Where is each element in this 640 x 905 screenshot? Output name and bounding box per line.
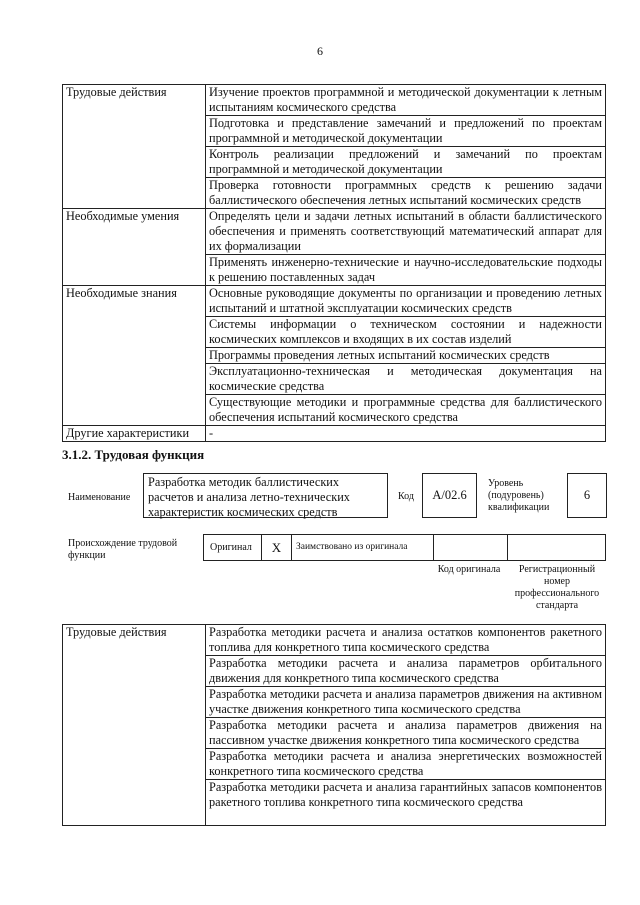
page-number: 6 (317, 44, 323, 58)
table-row (63, 209, 606, 255)
borrowed-cell (292, 535, 434, 560)
origin-label: Происхождение трудовой функции (68, 538, 178, 561)
code-caption: Код оригинала (437, 564, 501, 575)
row-label: Необходимые знания (63, 286, 206, 426)
row-label: Трудовые действия (63, 85, 206, 209)
table-cell: Разработка методики расчета и анализа параметров движения на пассивном участке движения конкретного типа космического средства (206, 718, 606, 749)
origin-code-cell (434, 535, 508, 560)
table-cell: - (206, 426, 606, 442)
function-name: Разработка методик баллистических расчетов и анализа летно-технических характеристик космических средств (148, 475, 350, 519)
table-cell: Разработка методики расчета и анализа энергетических возможностей конкретного типа космического средства (206, 749, 606, 780)
section-title: 3.1.2. Трудовая функция (62, 447, 205, 462)
name-label: Наименование (68, 492, 131, 503)
code-value: А/02.6 (432, 488, 467, 502)
row-label: Другие характеристики (63, 426, 206, 442)
table-cell: Существующие методики и программные средства для баллистического обеспечения испытаний космического средства (206, 395, 606, 426)
table-row (63, 85, 606, 116)
competency-table-1 (62, 84, 606, 442)
competency-table-2 (62, 624, 606, 826)
table-cell: Разработка методики расчета и анализа гарантийных запасов компонентов ракетного топлива конкретного типа космического средства (206, 780, 606, 826)
level-value: 6 (583, 488, 591, 502)
table-row (63, 426, 606, 442)
original-cell (204, 535, 262, 560)
level-label: Уровень (подуровень) квалификации (488, 478, 550, 513)
table-cell: Разработка методики расчета и анализа остатков компонентов ракетного топлива для конкретного типа космического средства (206, 625, 606, 656)
original-mark: X (271, 540, 282, 555)
table-cell: Контроль реализации предложений и замечаний по проектам программной и методической документации (206, 147, 606, 178)
table-row (63, 625, 606, 656)
reg-number-cell (508, 535, 605, 560)
table-cell: Применять инженерно-технические и научно-исследовательские подходы к решению поставленных задач (206, 255, 606, 286)
table-cell: Подготовка и представление замечаний и предложений по проектам программной и методической документации (206, 116, 606, 147)
table-cell: Изучение проектов программной и методической документации к летным испытаниям космического средства (206, 85, 606, 116)
table-cell: Эксплуатационно-техническая и методическая документация на космические средства (206, 364, 606, 395)
borrowed-label: Заимствовано из оригинала (296, 542, 408, 552)
table-cell: Разработка методики расчета и анализа параметров орбитального движения для конкретного типа космического средства (206, 656, 606, 687)
row-label: Необходимые умения (63, 209, 206, 286)
reg-caption: Регистрационный номер профессионального стандарта (514, 564, 600, 611)
code-label: Код (398, 491, 414, 502)
table-cell: Разработка методики расчета и анализа параметров движения на активном участке движения конкретного типа космического средства (206, 687, 606, 718)
row-label: Трудовые действия (63, 625, 206, 826)
code-box (422, 473, 477, 518)
origin-row (203, 534, 606, 561)
original-label: Оригинал (210, 542, 252, 553)
table-row (63, 286, 606, 317)
original-mark-cell (262, 535, 292, 560)
table-cell: Программы проведения летных испытаний космических средств (206, 348, 606, 364)
level-box (567, 473, 607, 518)
table-cell: Определять цели и задачи летных испытаний в области баллистического обеспечения и применять соответствующий математический аппарат для их формализации (206, 209, 606, 255)
function-name-box (143, 473, 388, 518)
table-cell: Основные руководящие документы по организации и проведению летных испытаний и штатной эксплуатации космических средств (206, 286, 606, 317)
table-cell: Проверка готовности программных средств к решению задачи баллистического обеспечения летных испытаний космических средств (206, 178, 606, 209)
table-cell: Системы информации о техническом состоянии и надежности космических комплексов и входящих в их состав изделий (206, 317, 606, 348)
